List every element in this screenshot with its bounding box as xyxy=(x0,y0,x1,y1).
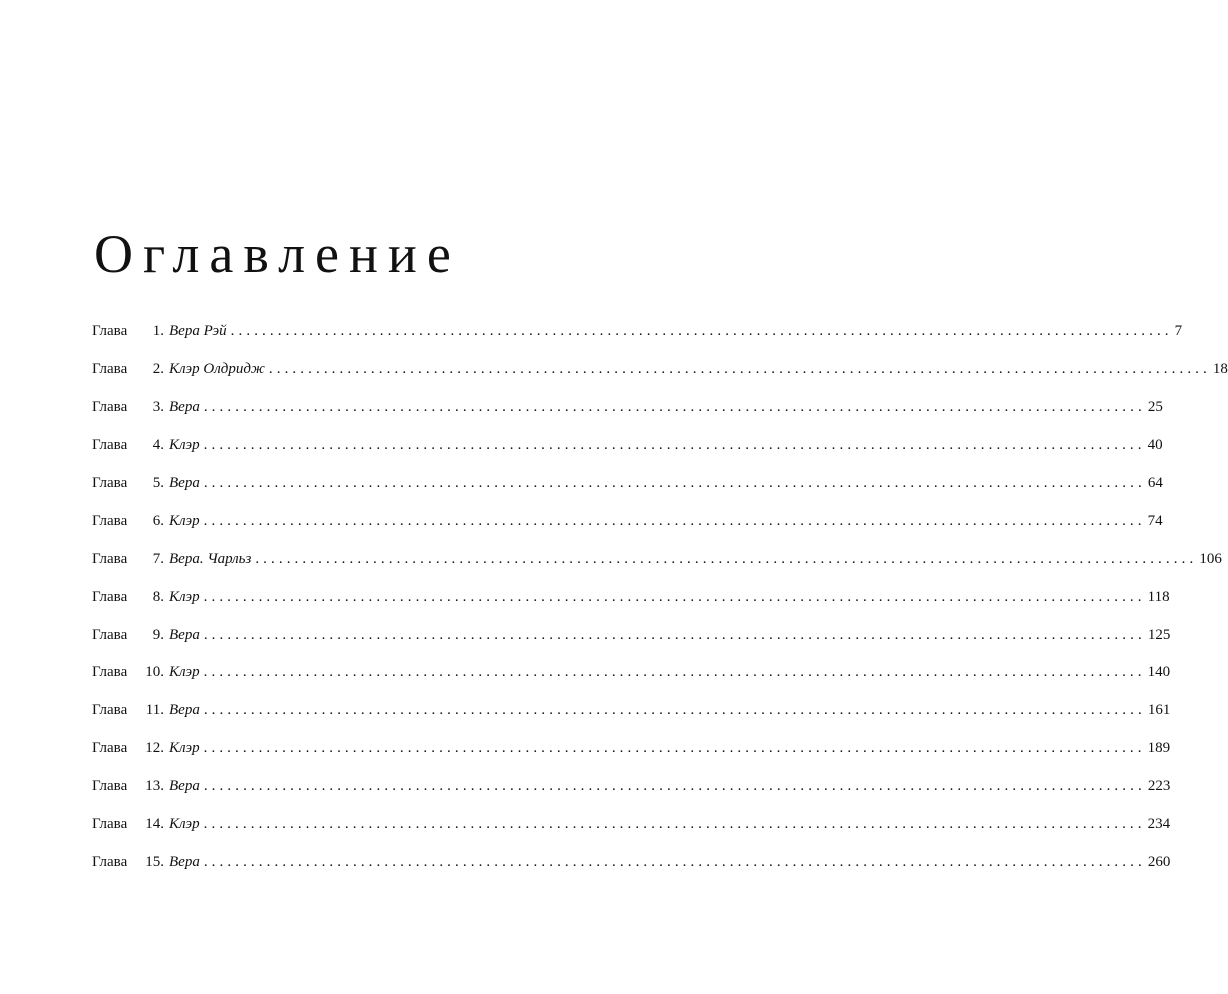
chapter-label: Глава xyxy=(92,323,128,340)
page-number: 125 xyxy=(1147,626,1171,643)
toc-entry[interactable] xyxy=(92,427,1163,465)
chapter-label: Глава xyxy=(92,816,128,833)
dot-leader: ........................................................................................................................ xyxy=(203,778,1146,795)
chapter-label: Глава xyxy=(92,399,128,416)
chapter-label: Глава xyxy=(92,702,128,719)
toc-entry[interactable] xyxy=(92,616,1171,654)
chapter-label: Глава xyxy=(92,512,128,529)
toc-entry[interactable] xyxy=(92,465,1163,503)
chapter-title: Вера xyxy=(169,702,200,719)
dot-leader: ........................................................................................................................ xyxy=(203,853,1146,870)
page-number: 234 xyxy=(1147,816,1171,833)
chapter-number: 12. xyxy=(145,740,164,757)
chapter-title: Вера xyxy=(169,399,200,416)
page-number: 40 xyxy=(1147,437,1163,454)
page-number: 64 xyxy=(1147,475,1163,491)
toc-entry[interactable] xyxy=(92,578,1170,616)
toc-entry[interactable] xyxy=(92,730,1171,768)
dot-leader: ........................................................................................................................ xyxy=(203,816,1146,833)
page-number: 189 xyxy=(1147,740,1171,757)
chapter-title: Вера xyxy=(169,475,200,491)
chapter-title: Вера xyxy=(169,778,200,795)
dot-leader: ........................................................................................................................ xyxy=(203,626,1146,643)
chapter-title: Клэр xyxy=(169,512,200,529)
chapter-title: Клэр Олдридж xyxy=(169,361,265,378)
toc-entry[interactable] xyxy=(92,843,1171,881)
page-number: 161 xyxy=(1147,702,1171,719)
chapter-title: Клэр xyxy=(169,588,200,605)
chapter-number: 4. xyxy=(152,437,164,454)
chapter-number: 13. xyxy=(145,778,164,795)
chapter-number: 10. xyxy=(145,664,164,681)
chapter-number: 14. xyxy=(145,816,164,833)
chapter-label: Глава xyxy=(92,588,128,605)
chapter-label: Глава xyxy=(92,550,128,567)
dot-leader: ........................................................................................................................ xyxy=(203,512,1146,529)
chapter-title: Клэр xyxy=(169,664,200,681)
chapter-title: Вера xyxy=(169,626,200,643)
chapter-label: Глава xyxy=(92,361,128,378)
chapter-label: Глава xyxy=(92,740,128,757)
chapter-label: Глава xyxy=(92,475,128,491)
chapter-label: Глава xyxy=(92,778,128,795)
dot-leader: ........................................................................................................................ xyxy=(203,399,1146,416)
dot-leader: ........................................................................................................................ xyxy=(255,550,1198,567)
chapter-number: 5. xyxy=(152,475,164,491)
dot-leader: ........................................................................................................................ xyxy=(203,588,1146,605)
chapter-number: 7. xyxy=(152,550,164,567)
chapter-title: Вера Рэй xyxy=(169,323,227,340)
page-number: 223 xyxy=(1147,778,1171,795)
chapter-number: 6. xyxy=(152,512,164,529)
table-of-contents xyxy=(92,313,1228,881)
chapter-title: Клэр xyxy=(169,816,200,833)
page-number: 25 xyxy=(1147,399,1163,416)
toc-entry[interactable] xyxy=(92,389,1163,427)
chapter-number: 3. xyxy=(152,399,164,416)
toc-entry[interactable] xyxy=(92,540,1222,578)
chapter-label: Глава xyxy=(92,437,128,454)
chapter-title: Вера xyxy=(169,853,200,870)
page-number: 74 xyxy=(1147,512,1163,529)
chapter-number: 11. xyxy=(145,702,164,719)
page-number: 140 xyxy=(1147,664,1171,681)
toc-entry[interactable] xyxy=(92,351,1228,389)
page-number: 106 xyxy=(1199,550,1222,567)
dot-leader: ........................................................................................................................ xyxy=(203,475,1146,491)
page-number: 7 xyxy=(1174,323,1183,340)
chapter-number: 15. xyxy=(145,853,164,870)
chapter-title: Вера. Чарльз xyxy=(169,550,252,567)
chapter-title: Клэр xyxy=(169,437,200,454)
chapter-number: 1. xyxy=(152,323,164,340)
dot-leader: ........................................................................................................................ xyxy=(203,740,1146,757)
page-number: 18 xyxy=(1212,361,1228,378)
dot-leader: ........................................................................................................................ xyxy=(203,664,1146,681)
dot-leader: ........................................................................................................................ xyxy=(268,361,1211,378)
dot-leader: ........................................................................................................................ xyxy=(203,702,1146,719)
chapter-label: Глава xyxy=(92,626,128,643)
toc-entry[interactable] xyxy=(92,806,1171,844)
page-number: 118 xyxy=(1147,588,1170,605)
chapter-number: 9. xyxy=(152,626,164,643)
dot-leader: ........................................................................................................................ xyxy=(230,323,1173,340)
toc-entry[interactable] xyxy=(92,768,1171,806)
toc-entry[interactable] xyxy=(92,502,1163,540)
page-title: Оглавление xyxy=(94,224,461,284)
chapter-label: Глава xyxy=(92,853,128,870)
chapter-label: Глава xyxy=(92,664,128,681)
toc-entry[interactable] xyxy=(92,654,1171,692)
dot-leader: ........................................................................................................................ xyxy=(203,437,1146,454)
chapter-number: 8. xyxy=(152,588,164,605)
toc-entry[interactable] xyxy=(92,313,1183,351)
chapter-number: 2. xyxy=(152,361,164,378)
toc-entry[interactable] xyxy=(92,692,1171,730)
chapter-title: Клэр xyxy=(169,740,200,757)
page-number: 260 xyxy=(1147,853,1171,870)
